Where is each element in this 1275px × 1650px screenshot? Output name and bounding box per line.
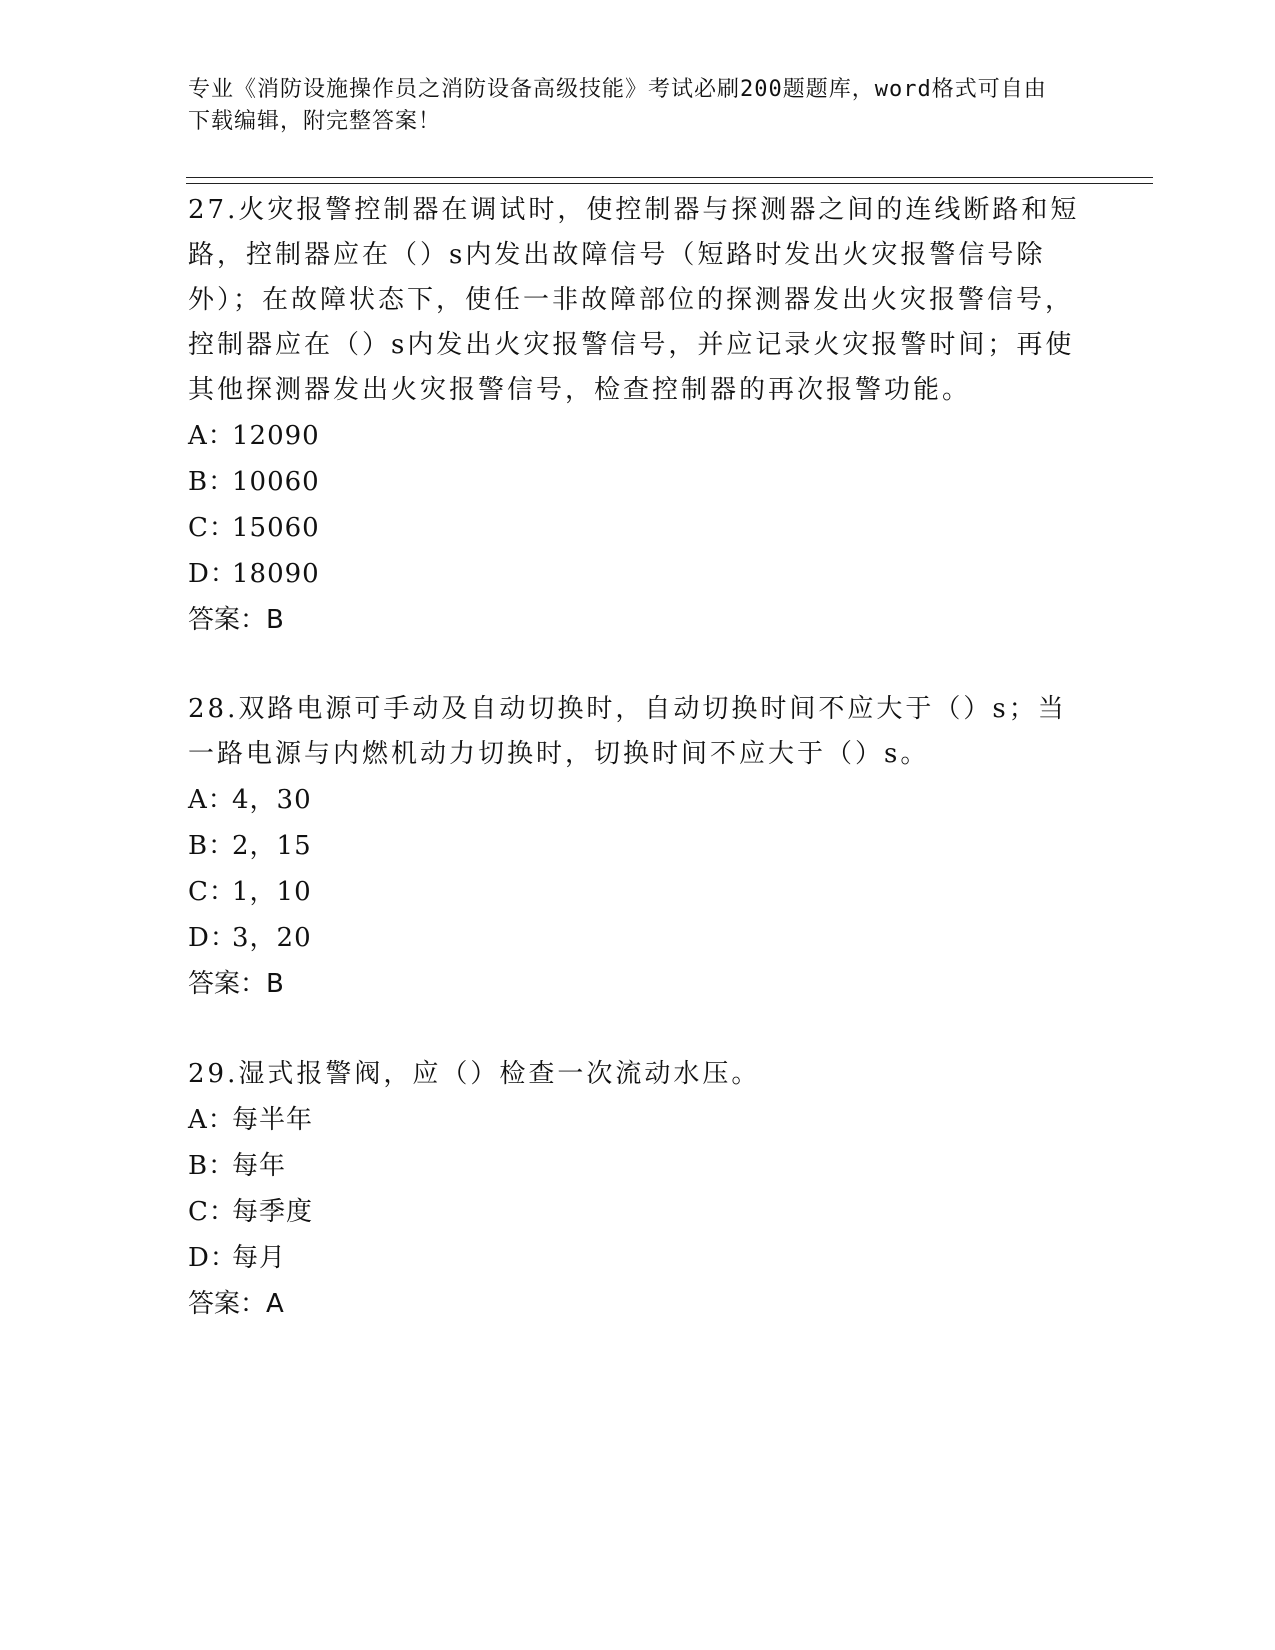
option-b [188,459,1088,505]
option-key: A： [188,785,235,815]
header-divider-top [186,177,1153,178]
option-a [188,1097,1088,1143]
option-key: C： [188,877,236,907]
option-d [188,1235,1088,1281]
option-key: C： [188,1197,236,1227]
answer-line: 答案：A [188,1289,284,1319]
option-text: 10060 [232,467,320,497]
question-stem: 29.湿式报警阀，应（）检查一次流动水压。 [188,1059,761,1089]
option-key: D： [188,923,237,953]
answer-line: 答案：B [188,969,284,999]
question-29 [188,1052,1088,1327]
option-text: 1，10 [232,877,312,907]
question-stem: 28.双路电源可手动及自动切换时，自动切换时间不应大于（）s；当一路电源与内燃机动力切换时，切换时间不应大于（）s。 [188,694,1067,769]
option-b [188,1143,1088,1189]
option-c [188,1189,1088,1235]
option-text: 每季度 [232,1197,314,1227]
header-divider-bottom [186,183,1153,184]
question-27 [188,188,1088,643]
option-text: 15060 [232,513,320,543]
document-header: 专业《消防设施操作员之消防设备高级技能》考试必刷200题题库，word格式可自由下载编辑，附完整答案！ [188,77,1047,134]
option-d [188,915,1088,961]
option-text: 18090 [232,559,320,589]
option-key: C： [188,513,236,543]
option-text: 12090 [232,421,320,451]
option-a [188,413,1088,459]
option-key: B： [188,1151,236,1181]
option-d [188,551,1088,597]
option-text: 每半年 [232,1105,314,1135]
option-key: B： [188,831,236,861]
question-stem: 27.火灾报警控制器在调试时，使控制器与探测器之间的连线断路和短路，控制器应在（）s内发出故障信号（短路时发出火灾报警信号除外）；在故障状态下，使任一非故障部位的探测器发出火灾报警信号，控制器应在（）s内发出火灾报警信号，并应记录火灾报警时间；再使其他探测器发出火灾报警信号，检查控制器的再次报警功能。 [188,195,1080,405]
option-text: 2，15 [232,831,312,861]
option-key: A： [188,421,235,451]
option-a [188,777,1088,823]
option-text: 4，30 [232,785,312,815]
option-key: A： [188,1105,235,1135]
option-text: 每月 [232,1243,287,1273]
option-b [188,823,1088,869]
option-text: 每年 [232,1151,287,1181]
option-key: D： [188,1243,237,1273]
answer-line: 答案：B [188,605,284,635]
question-28 [188,687,1088,1007]
option-key: B： [188,467,236,497]
option-key: D： [188,559,237,589]
option-text: 3，20 [232,923,312,953]
option-c [188,869,1088,915]
option-c [188,505,1088,551]
